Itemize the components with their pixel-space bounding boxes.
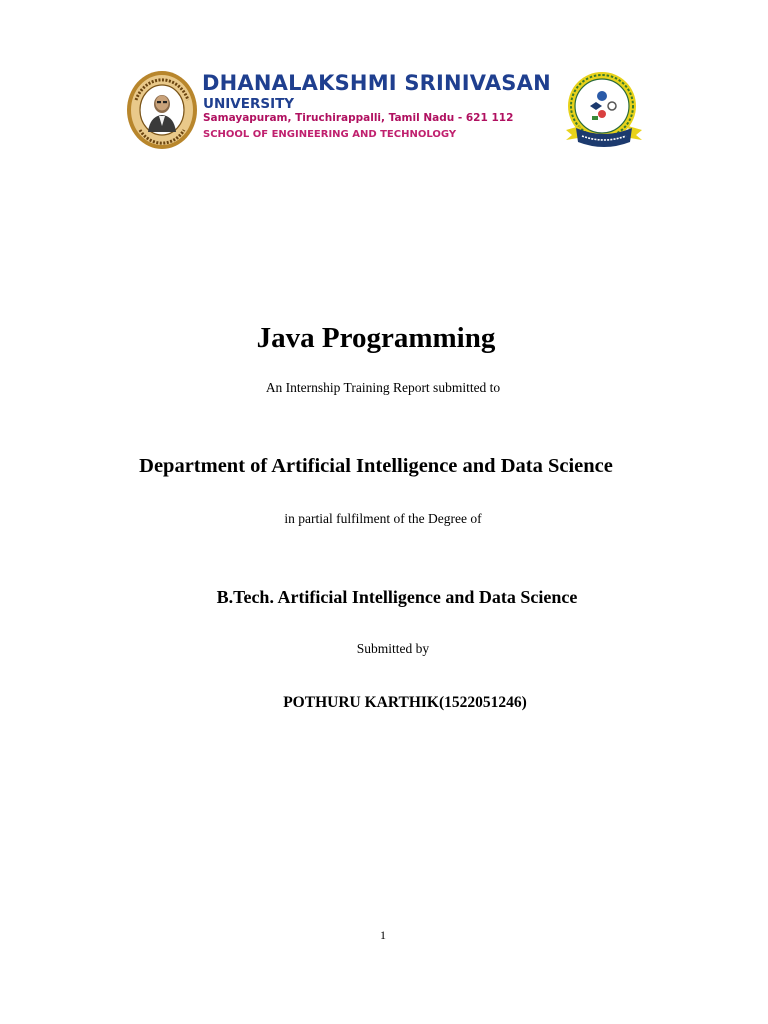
submission-statement: An Internship Training Report submitted to: [265, 380, 501, 395]
submitted-by-label: Submitted by: [356, 641, 430, 656]
university-header: [124, 66, 644, 156]
university-seal-logo: [126, 70, 198, 150]
partial-fulfilment-statement: in partial fulfilment of the Degree of: [284, 511, 482, 526]
student-name: POTHURU KARTHIK(1522051246): [283, 694, 527, 711]
university-subtitle: UNIVERSITY: [203, 96, 295, 112]
school-badge-logo: [564, 68, 644, 154]
page-number: 1: [380, 928, 386, 942]
department-name: Department of Artificial Intelligence and Data Science: [139, 455, 613, 477]
university-address: Samayapuram, Tiruchirappalli, Tamil Nadu - 621 112: [203, 112, 514, 124]
degree-name: B.Tech. Artificial Intelligence and Data Science: [216, 587, 578, 607]
school-name: SCHOOL OF ENGINEERING AND TECHNOLOGY: [203, 129, 457, 140]
university-name: DHANALAKSHMI SRINIVASAN: [202, 71, 551, 95]
report-title: Java Programming: [256, 322, 496, 354]
